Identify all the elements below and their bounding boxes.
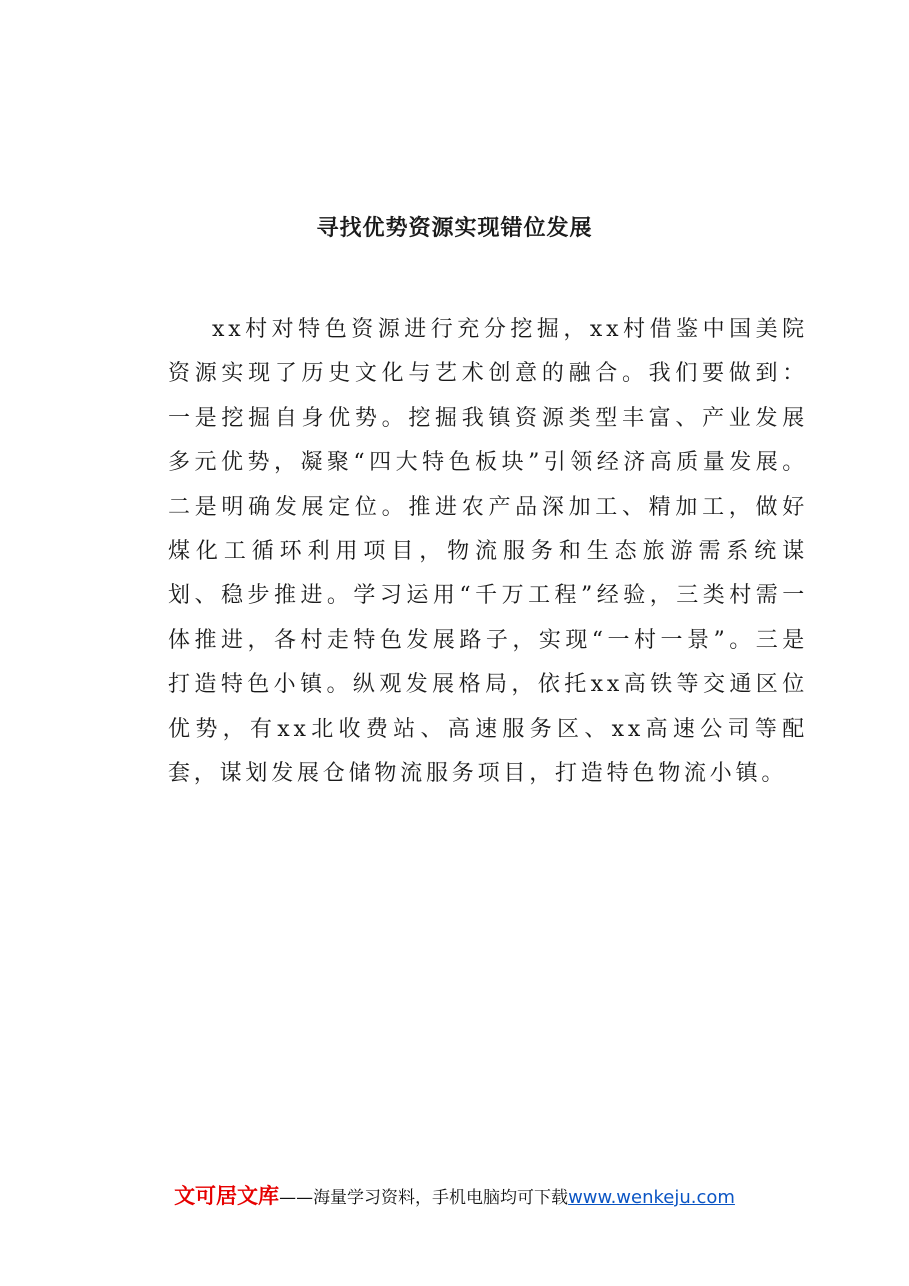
footer-site-link[interactable]: www.wenkeju.com bbox=[568, 1187, 735, 1208]
body-paragraph: xx村对特色资源进行充分挖掘，xx村借鉴中国美院资源实现了历史文化与艺术创意的融合。我们要做到：一是挖掘自身优势。挖掘我镇资源类型丰富、产业发展多元优势，凝聚“四大特色板块”引领经济高质量发展。二是明确发展定位。推进农产品深加工、精加工，做好煤化工循环利用项目，物流服务和生态旅游需系统谋划、稳步推进。学习运用“千万工程”经验，三类村需一体推进，各村走特色发展路子，实现“一村一景”。三是打造特色小镇。纵观发展格局，依托xx高铁等交通区位优势，有xx北收费站、高速服务区、xx高速公司等配套，谋划发展仓储物流服务项目，打造特色物流小镇。 bbox=[168, 317, 808, 787]
document-title: 寻找优势资源实现错位发展 bbox=[316, 215, 593, 241]
footer-brand: 文可居文库 bbox=[174, 1184, 280, 1208]
footer-banner bbox=[0, 1183, 909, 1211]
footer-slogan: ——海量学习资料，手机电脑均可下载 bbox=[279, 1188, 569, 1208]
